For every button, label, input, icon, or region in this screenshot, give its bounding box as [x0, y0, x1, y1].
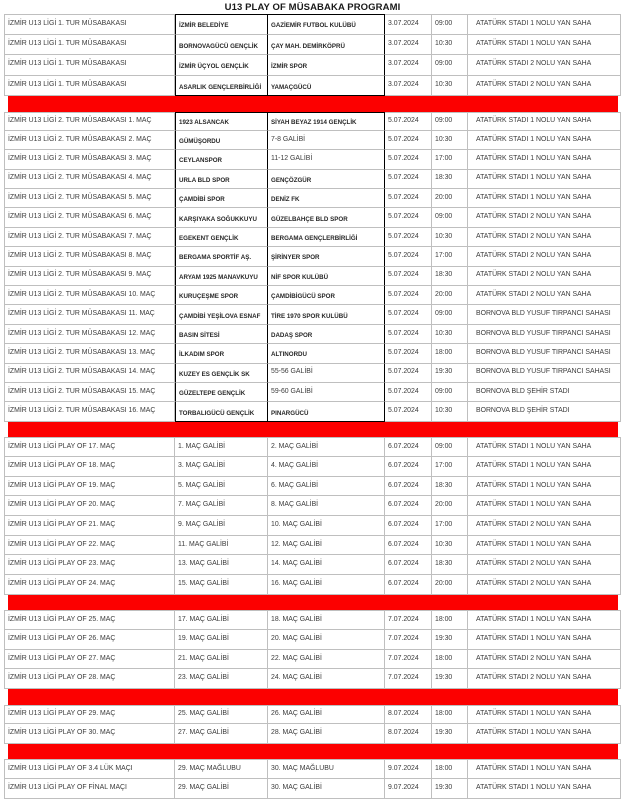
match-date: 6.07.2024: [385, 457, 432, 477]
match-venue: ATATÜRK STADI 1 NOLU YAN SAHA: [468, 112, 621, 131]
match-date: 6.07.2024: [385, 536, 432, 556]
away-team: ALTINORDU: [268, 344, 385, 363]
away-team: 18. MAÇ GALİBİ: [268, 610, 385, 630]
match-time: 18:30: [432, 477, 468, 497]
away-team: 26. MAÇ GALİBİ: [268, 705, 385, 725]
match-date: 5.07.2024: [385, 228, 432, 247]
home-team: BASIN SİTESİ: [175, 325, 268, 344]
match-venue: ATATÜRK STADI 1 NOLU YAN SAHA: [468, 477, 621, 497]
match-time: 18:00: [432, 650, 468, 670]
home-team: KARŞIYAKA SOĞUKKUYU: [175, 208, 268, 227]
home-team: İLKADIM SPOR: [175, 344, 268, 363]
section-playoff-17-24: [4, 437, 621, 595]
match-label: İZMİR U13 LİGİ 2. TUR MÜSABAKASI 10. MAÇ: [4, 286, 175, 305]
table-row: [4, 437, 621, 457]
home-team: İZMİR BELEDİYE: [175, 14, 268, 35]
home-team: 5. MAÇ GALİBİ: [175, 477, 268, 497]
section-tur-1: [4, 14, 621, 96]
schedule-table: [0, 14, 625, 799]
match-time: 10:30: [432, 536, 468, 556]
section-playoff-29-30: [4, 705, 621, 744]
match-label: İZMİR U13 LİGİ PLAY OF 23. MAÇ: [4, 555, 175, 575]
home-team: İZMİR ÜÇYOL GENÇLİK: [175, 55, 268, 76]
away-team: 11-12 GALİBİ: [268, 150, 385, 169]
match-venue: ATATÜRK STADI 1 NOLU YAN SAHA: [468, 131, 621, 150]
match-venue: ATATÜRK STADI 2 NOLU YAN SAHA: [468, 228, 621, 247]
home-team: 15. MAÇ GALİBİ: [175, 575, 268, 595]
table-row: [4, 383, 621, 402]
match-label: İZMİR U13 LİGİ PLAY OF 20. MAÇ: [4, 496, 175, 516]
match-label: İZMİR U13 LİGİ PLAY OF 30. MAÇ: [4, 724, 175, 744]
match-venue: ATATÜRK STADI 1 NOLU YAN SAHA: [468, 437, 621, 457]
match-time: 17:00: [432, 150, 468, 169]
match-venue: ATATÜRK STADI 2 NOLU YAN SAHA: [468, 55, 621, 76]
home-team: 3. MAÇ GALİBİ: [175, 457, 268, 477]
home-team: 9. MAÇ GALİBİ: [175, 516, 268, 536]
match-date: 3.07.2024: [385, 76, 432, 97]
match-date: 6.07.2024: [385, 575, 432, 595]
match-label: İZMİR U13 LİGİ 2. TUR MÜSABAKASI 9. MAÇ: [4, 267, 175, 286]
table-row: [4, 305, 621, 324]
table-row: [4, 208, 621, 227]
match-time: 17:00: [432, 247, 468, 266]
match-venue: ATATÜRK STADI 2 NOLU YAN SAHA: [468, 267, 621, 286]
away-team: GAZİEMİR FUTBOL KULÜBÜ: [268, 14, 385, 35]
table-row: [4, 131, 621, 150]
home-team: ÇAMDİBİ SPOR: [175, 189, 268, 208]
match-date: 5.07.2024: [385, 131, 432, 150]
match-label: İZMİR U13 LİGİ 1. TUR MÜSABAKASI: [4, 14, 175, 35]
match-label: İZMİR U13 LİGİ PLAY OF 24. MAÇ: [4, 575, 175, 595]
match-label: İZMİR U13 LİGİ 2. TUR MÜSABAKASI 3. MAÇ: [4, 150, 175, 169]
away-team: 24. MAÇ GALİBİ: [268, 669, 385, 689]
match-time: 19:30: [432, 779, 468, 799]
match-label: İZMİR U13 LİGİ 2. TUR MÜSABAKASI 12. MAÇ: [4, 325, 175, 344]
match-time: 17:00: [432, 516, 468, 536]
match-time: 20:00: [432, 496, 468, 516]
match-time: 09:00: [432, 383, 468, 402]
match-venue: ATATÜRK STADI 2 NOLU YAN SAHA: [468, 650, 621, 670]
match-time: 18:30: [432, 267, 468, 286]
table-row: [4, 724, 621, 744]
match-date: 3.07.2024: [385, 14, 432, 35]
match-label: İZMİR U13 LİGİ 2. TUR MÜSABAKASI 5. MAÇ: [4, 189, 175, 208]
match-date: 7.07.2024: [385, 610, 432, 630]
match-label: İZMİR U13 LİGİ 2. TUR MÜSABAKASI 4. MAÇ: [4, 170, 175, 189]
match-venue: ATATÜRK STADI 1 NOLU YAN SAHA: [468, 779, 621, 799]
section-separator: [8, 595, 618, 611]
match-time: 20:00: [432, 286, 468, 305]
table-row: [4, 55, 621, 76]
home-team: GÜMÜŞORDU: [175, 131, 268, 150]
table-row: [4, 112, 621, 131]
home-team: EGEKENT GENÇLİK: [175, 228, 268, 247]
match-venue: ATATÜRK STADI 2 NOLU YAN SAHA: [468, 555, 621, 575]
match-time: 17:00: [432, 457, 468, 477]
away-team: 8. MAÇ GALİBİ: [268, 496, 385, 516]
home-team: TORBALIGÜCÜ GENÇLİK: [175, 402, 268, 421]
home-team: URLA BLD SPOR: [175, 170, 268, 189]
home-team: CEYLANSPOR: [175, 150, 268, 169]
home-team: ASARLIK GENÇLERBİRLİĞİ: [175, 76, 268, 97]
match-venue: BORNOVA BLD ŞEHİR STADI: [468, 402, 621, 421]
match-venue: BORNOVA BLD YUSUF TIRPANCI SAHASI: [468, 344, 621, 363]
match-label: İZMİR U13 LİGİ 2. TUR MÜSABAKASI 16. MAÇ: [4, 402, 175, 421]
table-row: [4, 516, 621, 536]
match-label: İZMİR U13 LİGİ PLAY OF 28. MAÇ: [4, 669, 175, 689]
match-venue: ATATÜRK STADI 1 NOLU YAN SAHA: [468, 705, 621, 725]
match-date: 9.07.2024: [385, 779, 432, 799]
match-venue: ATATÜRK STADI 1 NOLU YAN SAHA: [468, 759, 621, 779]
match-venue: ATATÜRK STADI 1 NOLU YAN SAHA: [468, 536, 621, 556]
match-time: 10:30: [432, 35, 468, 56]
home-team: 13. MAÇ GALİBİ: [175, 555, 268, 575]
table-row: [4, 536, 621, 556]
section-separator: [8, 744, 618, 760]
match-label: İZMİR U13 LİGİ 2. TUR MÜSABAKASI 14. MAÇ: [4, 364, 175, 383]
match-time: 09:00: [432, 305, 468, 324]
match-time: 09:00: [432, 112, 468, 131]
match-date: 5.07.2024: [385, 150, 432, 169]
match-date: 5.07.2024: [385, 344, 432, 363]
match-date: 5.07.2024: [385, 189, 432, 208]
match-time: 18:00: [432, 759, 468, 779]
home-team: 1923 ALSANCAK: [175, 112, 268, 131]
table-row: [4, 477, 621, 497]
match-date: 6.07.2024: [385, 496, 432, 516]
match-label: İZMİR U13 LİGİ PLAY OF 27. MAÇ: [4, 650, 175, 670]
table-row: [4, 402, 621, 421]
table-row: [4, 344, 621, 363]
away-team: BERGAMA GENÇLERBİRLİĞİ: [268, 228, 385, 247]
match-label: İZMİR U13 LİGİ 2. TUR MÜSABAKASI 11. MAÇ: [4, 305, 175, 324]
match-venue: ATATÜRK STADI 2 NOLU YAN SAHA: [468, 208, 621, 227]
match-time: 10:30: [432, 325, 468, 344]
table-row: [4, 457, 621, 477]
table-row: [4, 364, 621, 383]
match-date: 6.07.2024: [385, 555, 432, 575]
match-label: İZMİR U13 LİGİ 2. TUR MÜSABAKASI 13. MAÇ: [4, 344, 175, 363]
match-venue: ATATÜRK STADI 1 NOLU YAN SAHA: [468, 189, 621, 208]
match-time: 10:30: [432, 402, 468, 421]
match-time: 09:00: [432, 208, 468, 227]
away-team: YAMAÇGÜCÜ: [268, 76, 385, 97]
match-label: İZMİR U13 LİGİ 1. TUR MÜSABAKASI: [4, 55, 175, 76]
match-date: 7.07.2024: [385, 630, 432, 650]
match-date: 5.07.2024: [385, 305, 432, 324]
table-row: [4, 76, 621, 97]
away-team: 14. MAÇ GALİBİ: [268, 555, 385, 575]
match-venue: ATATÜRK STADI 1 NOLU YAN SAHA: [468, 457, 621, 477]
match-label: İZMİR U13 LİGİ 1. TUR MÜSABAKASI: [4, 35, 175, 56]
match-venue: ATATÜRK STADI 1 NOLU YAN SAHA: [468, 724, 621, 744]
match-venue: ATATÜRK STADI 1 NOLU YAN SAHA: [468, 610, 621, 630]
match-label: İZMİR U13 LİGİ PLAY OF 17. MAÇ: [4, 437, 175, 457]
match-venue: ATATÜRK STADI 1 NOLU YAN SAHA: [468, 150, 621, 169]
match-label: İZMİR U13 LİGİ 1. TUR MÜSABAKASI: [4, 76, 175, 97]
match-label: İZMİR U13 LİGİ PLAY OF 26. MAÇ: [4, 630, 175, 650]
match-label: İZMİR U13 LİGİ PLAY OF 19. MAÇ: [4, 477, 175, 497]
table-row: [4, 669, 621, 689]
table-row: [4, 228, 621, 247]
match-venue: ATATÜRK STADI 1 NOLU YAN SAHA: [468, 170, 621, 189]
match-label: İZMİR U13 LİGİ 2. TUR MÜSABAKASI 15. MAÇ: [4, 383, 175, 402]
away-team: SİYAH BEYAZ 1914 GENÇLİK: [268, 112, 385, 131]
match-date: 3.07.2024: [385, 35, 432, 56]
away-team: DADAŞ SPOR: [268, 325, 385, 344]
match-time: 18:00: [432, 610, 468, 630]
away-team: TİRE 1970 SPOR KULÜBÜ: [268, 305, 385, 324]
match-time: 18:30: [432, 555, 468, 575]
table-row: [4, 610, 621, 630]
match-time: 10:30: [432, 228, 468, 247]
away-team: 55-56 GALİBİ: [268, 364, 385, 383]
match-date: 9.07.2024: [385, 759, 432, 779]
match-date: 5.07.2024: [385, 170, 432, 189]
match-time: 20:00: [432, 189, 468, 208]
home-team: 7. MAÇ GALİBİ: [175, 496, 268, 516]
away-team: 12. MAÇ GALİBİ: [268, 536, 385, 556]
away-team: NİF SPOR KULÜBÜ: [268, 267, 385, 286]
away-team: 7-8 GALİBİ: [268, 131, 385, 150]
home-team: ARYAM 1925 MANAVKUYU: [175, 267, 268, 286]
home-team: ÇAMDİBİ YEŞİLOVA ESNAF: [175, 305, 268, 324]
match-date: 6.07.2024: [385, 516, 432, 536]
away-team: DENİZ FK: [268, 189, 385, 208]
match-label: İZMİR U13 LİGİ PLAY OF 25. MAÇ: [4, 610, 175, 630]
table-row: [4, 779, 621, 799]
match-venue: ATATÜRK STADI 1 NOLU YAN SAHA: [468, 630, 621, 650]
away-team: PINARGÜCÜ: [268, 402, 385, 421]
table-row: [4, 35, 621, 56]
away-team: 30. MAÇ MAĞLUBU: [268, 759, 385, 779]
match-time: 10:30: [432, 76, 468, 97]
home-team: KURUÇEŞME SPOR: [175, 286, 268, 305]
match-venue: ATATÜRK STADI 2 NOLU YAN SAHA: [468, 286, 621, 305]
match-date: 8.07.2024: [385, 705, 432, 725]
away-team: ÇAMDİBİGÜCÜ SPOR: [268, 286, 385, 305]
table-row: [4, 170, 621, 189]
match-time: 09:00: [432, 55, 468, 76]
away-team: GÜZELBAHÇE BLD SPOR: [268, 208, 385, 227]
away-team: 4. MAÇ GALİBİ: [268, 457, 385, 477]
match-date: 5.07.2024: [385, 208, 432, 227]
page-title: U13 PLAY OF MÜSABAKA PROGRAMI: [224, 1, 401, 13]
table-row: [4, 189, 621, 208]
match-label: İZMİR U13 LİGİ 2. TUR MÜSABAKASI 7. MAÇ: [4, 228, 175, 247]
table-row: [4, 630, 621, 650]
match-venue: ATATÜRK STADI 1 NOLU YAN SAHA: [468, 496, 621, 516]
table-row: [4, 247, 621, 266]
match-date: 8.07.2024: [385, 724, 432, 744]
home-team: 1. MAÇ GALİBİ: [175, 437, 268, 457]
section-playoff-25-28: [4, 610, 621, 689]
away-team: 59-60 GALİBİ: [268, 383, 385, 402]
home-team: 17. MAÇ GALİBİ: [175, 610, 268, 630]
home-team: 19. MAÇ GALİBİ: [175, 630, 268, 650]
match-date: 5.07.2024: [385, 247, 432, 266]
match-label: İZMİR U13 LİGİ 2. TUR MÜSABAKASI 6. MAÇ: [4, 208, 175, 227]
match-time: 18:00: [432, 705, 468, 725]
home-team: KUZEY ES GENÇLİK SK: [175, 364, 268, 383]
match-time: 18:30: [432, 170, 468, 189]
match-date: 5.07.2024: [385, 112, 432, 131]
match-date: 7.07.2024: [385, 669, 432, 689]
match-label: İZMİR U13 LİGİ PLAY OF 3.4 LÜK MAÇI: [4, 759, 175, 779]
match-venue: ATATÜRK STADI 1 NOLU YAN SAHA: [468, 35, 621, 56]
section-separator: [8, 422, 618, 438]
home-team: 29. MAÇ MAĞLUBU: [175, 759, 268, 779]
table-row: [4, 705, 621, 725]
match-venue: BORNOVA BLD YUSUF TIRPANCI SAHASI: [468, 305, 621, 324]
home-team: 27. MAÇ GALİBİ: [175, 724, 268, 744]
home-team: GÜZELTEPE GENÇLİK: [175, 383, 268, 402]
table-row: [4, 759, 621, 779]
away-team: ŞİRİNYER SPOR: [268, 247, 385, 266]
section-separator: [8, 689, 618, 705]
away-team: 2. MAÇ GALİBİ: [268, 437, 385, 457]
table-row: [4, 650, 621, 670]
home-team: 29. MAÇ GALİBİ: [175, 779, 268, 799]
away-team: ÇAY MAH. DEMİRKÖPRÜ: [268, 35, 385, 56]
match-time: 20:00: [432, 575, 468, 595]
match-time: 10:30: [432, 131, 468, 150]
away-team: 6. MAÇ GALİBİ: [268, 477, 385, 497]
home-team: 25. MAÇ GALİBİ: [175, 705, 268, 725]
match-venue: ATATÜRK STADI 1 NOLU YAN SAHA: [468, 14, 621, 35]
match-date: 3.07.2024: [385, 55, 432, 76]
away-team: 20. MAÇ GALİBİ: [268, 630, 385, 650]
table-row: [4, 267, 621, 286]
match-date: 7.07.2024: [385, 650, 432, 670]
table-row: [4, 575, 621, 595]
match-label: İZMİR U13 LİGİ 2. TUR MÜSABAKASI 2. MAÇ: [4, 131, 175, 150]
home-team: 21. MAÇ GALİBİ: [175, 650, 268, 670]
match-date: 6.07.2024: [385, 437, 432, 457]
away-team: 10. MAÇ GALİBİ: [268, 516, 385, 536]
match-time: 19:30: [432, 364, 468, 383]
away-team: İZMİR SPOR: [268, 55, 385, 76]
match-date: 5.07.2024: [385, 383, 432, 402]
away-team: 30. MAÇ GALİBİ: [268, 779, 385, 799]
match-venue: ATATÜRK STADI 2 NOLU YAN SAHA: [468, 669, 621, 689]
section-separator: [8, 96, 618, 112]
match-time: 18:00: [432, 344, 468, 363]
home-team: 11. MAÇ GALİBİ: [175, 536, 268, 556]
table-row: [4, 14, 621, 35]
match-venue: ATATÜRK STADI 2 NOLU YAN SAHA: [468, 76, 621, 97]
match-venue: BORNOVA BLD YUSUF TIRPANCI SAHASI: [468, 325, 621, 344]
match-label: İZMİR U13 LİGİ PLAY OF FİNAL MAÇI: [4, 779, 175, 799]
section-final: [4, 759, 621, 799]
match-label: İZMİR U13 LİGİ PLAY OF 22. MAÇ: [4, 536, 175, 556]
match-time: 19:30: [432, 724, 468, 744]
away-team: 28. MAÇ GALİBİ: [268, 724, 385, 744]
table-row: [4, 150, 621, 169]
match-date: 5.07.2024: [385, 267, 432, 286]
match-label: İZMİR U13 LİGİ 2. TUR MÜSABAKASI 8. MAÇ: [4, 247, 175, 266]
home-team: BERGAMA SPORTİF AŞ.: [175, 247, 268, 266]
match-label: İZMİR U13 LİGİ 2. TUR MÜSABAKASI 1. MAÇ: [4, 112, 175, 131]
match-venue: ATATÜRK STADI 2 NOLU YAN SAHA: [468, 516, 621, 536]
away-team: 16. MAÇ GALİBİ: [268, 575, 385, 595]
table-row: [4, 496, 621, 516]
section-tur-2: [4, 112, 621, 422]
match-time: 19:30: [432, 669, 468, 689]
match-venue: ATATÜRK STADI 2 NOLU YAN SAHA: [468, 575, 621, 595]
home-team: BORNOVAGÜCÜ GENÇLİK: [175, 35, 268, 56]
match-venue: BORNOVA BLD YUSUF TIRPANCI SAHASI: [468, 364, 621, 383]
away-team: GENÇÖZGÜR: [268, 170, 385, 189]
match-date: 5.07.2024: [385, 364, 432, 383]
match-time: 19:30: [432, 630, 468, 650]
match-date: 5.07.2024: [385, 402, 432, 421]
match-date: 5.07.2024: [385, 325, 432, 344]
match-time: 09:00: [432, 14, 468, 35]
table-row: [4, 286, 621, 305]
match-venue: BORNOVA BLD ŞEHİR STADI: [468, 383, 621, 402]
match-date: 5.07.2024: [385, 286, 432, 305]
match-venue: ATATÜRK STADI 2 NOLU YAN SAHA: [468, 247, 621, 266]
table-row: [4, 555, 621, 575]
away-team: 22. MAÇ GALİBİ: [268, 650, 385, 670]
match-label: İZMİR U13 LİGİ PLAY OF 29. MAÇ: [4, 705, 175, 725]
table-row: [4, 325, 621, 344]
match-time: 09:00: [432, 437, 468, 457]
match-label: İZMİR U13 LİGİ PLAY OF 21. MAÇ: [4, 516, 175, 536]
match-label: İZMİR U13 LİGİ PLAY OF 18. MAÇ: [4, 457, 175, 477]
match-date: 6.07.2024: [385, 477, 432, 497]
home-team: 23. MAÇ GALİBİ: [175, 669, 268, 689]
